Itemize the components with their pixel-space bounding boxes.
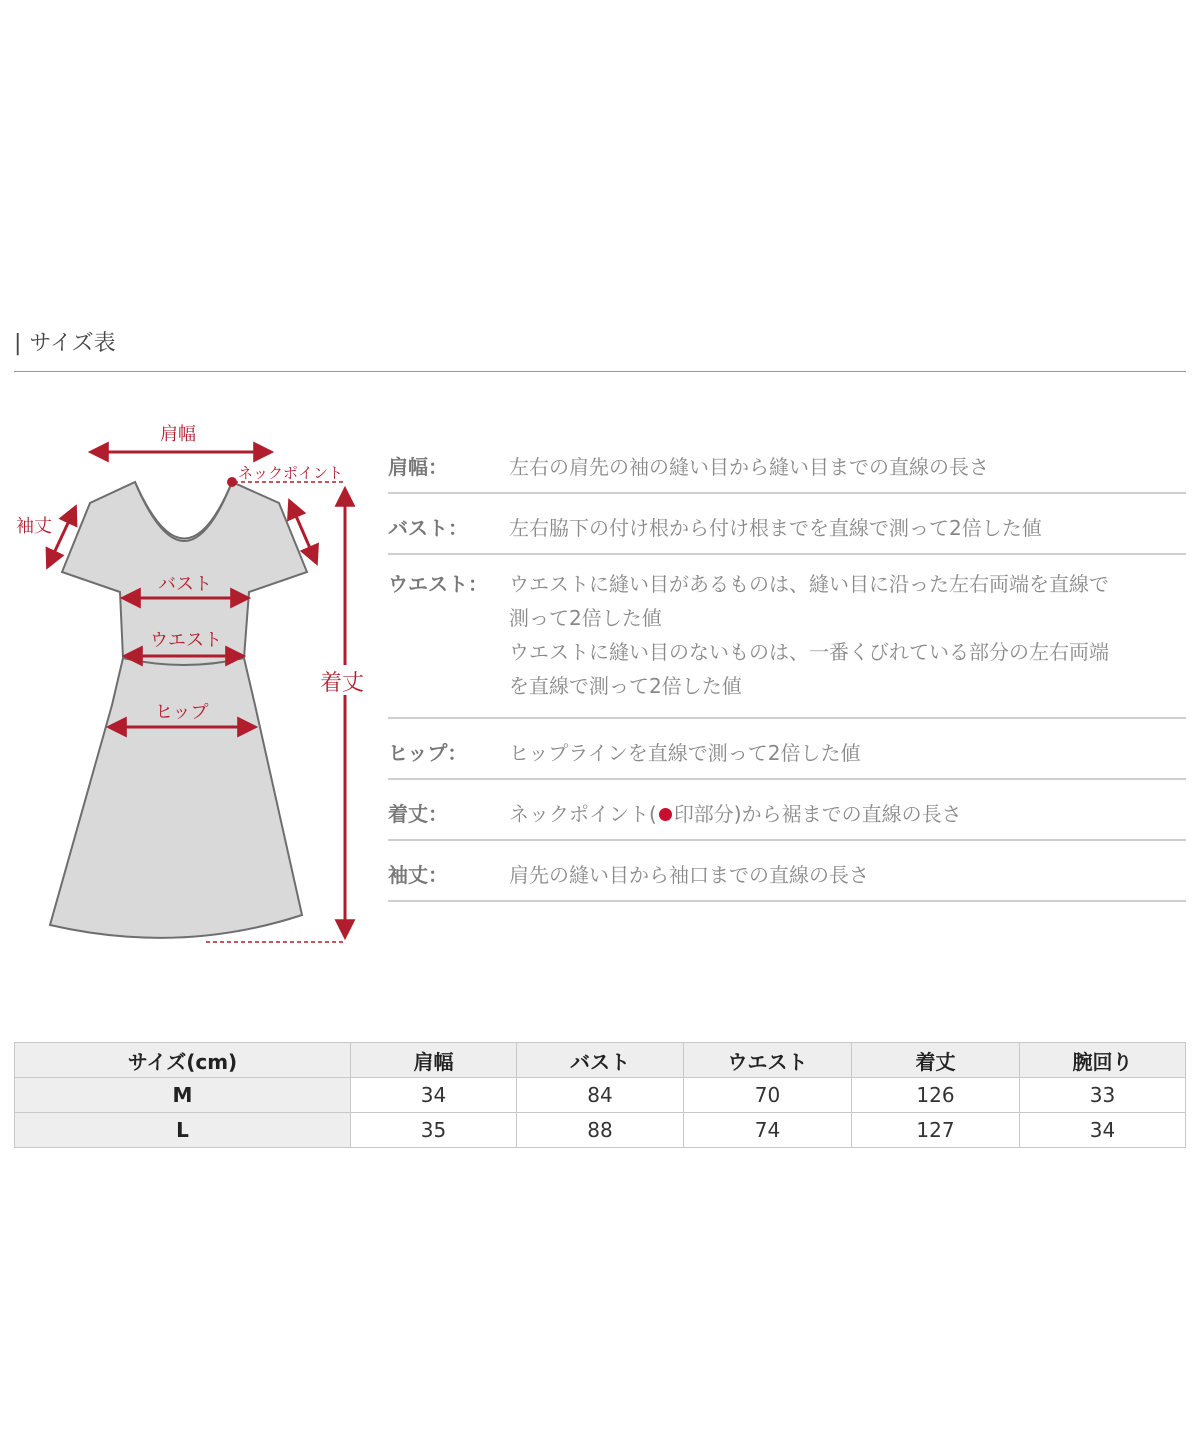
table-cell: 35 <box>351 1113 517 1148</box>
definition-term: ヒップ： <box>388 741 468 765</box>
length-label: 着丈 <box>320 671 365 696</box>
red-dot-icon <box>659 808 672 821</box>
neck-point-label: ネックポイント <box>238 464 344 482</box>
definition-desc: 左右脇下の付け根から付け根までを直線で測って2倍した値 <box>509 516 1042 540</box>
definition-term: 肩幅： <box>388 455 448 479</box>
hip-label: ヒップ <box>155 702 209 723</box>
definition-line: ウエストに縫い目があるものは、縫い目に沿った左右両端を直線で <box>509 572 1109 596</box>
header-cell: サイズ(cm) <box>15 1043 351 1078</box>
definition-text: 印部分)から裾までの直線の長さ <box>673 802 962 826</box>
definition-term: バスト： <box>388 516 468 540</box>
table-cell: 33 <box>1020 1078 1186 1113</box>
definition-text: ネックポイント( <box>509 802 657 826</box>
table-cell: 88 <box>517 1113 684 1148</box>
definition-desc: ヒップラインを直線で測って2倍した値 <box>509 741 861 765</box>
header-cell: バスト <box>517 1043 684 1078</box>
definition-line: を直線で測って2倍した値 <box>509 674 742 698</box>
definition-term: 袖丈： <box>388 863 448 887</box>
title-bar: | <box>14 331 22 356</box>
definition-length <box>388 780 1186 841</box>
table-row <box>15 1078 1186 1113</box>
shoulder-label: 肩幅 <box>160 424 196 445</box>
definition-desc: 左右の肩先の袖の縫い目から縫い目までの直線の長さ <box>509 455 989 479</box>
definition-line: 測って2倍した値 <box>509 606 662 630</box>
bust-label: バスト <box>158 574 212 595</box>
definition-term: 着丈： <box>388 802 448 826</box>
definition-sleeve <box>388 841 1186 902</box>
sleeve-label: 袖丈 <box>16 516 52 537</box>
definition-hip <box>388 719 1186 780</box>
definition-shoulder <box>388 432 1186 494</box>
definition-desc <box>509 567 1186 717</box>
header-cell: ウエスト <box>684 1043 852 1078</box>
table-row <box>15 1113 1186 1148</box>
size-label-cell: L <box>15 1113 351 1148</box>
table-cell: 127 <box>852 1113 1020 1148</box>
definitions-list <box>388 432 1186 902</box>
table-cell: 34 <box>1020 1113 1186 1148</box>
title-text: サイズ表 <box>29 331 116 356</box>
header-cell: 腕回り <box>1020 1043 1186 1078</box>
definition-waist <box>388 555 1186 719</box>
section-title <box>14 326 116 357</box>
header-cell: 肩幅 <box>351 1043 517 1078</box>
definition-desc <box>509 797 1186 839</box>
definition-term: ウエスト： <box>388 572 488 596</box>
title-divider <box>14 371 1186 372</box>
dress-diagram <box>0 400 380 960</box>
table-cell: 34 <box>351 1078 517 1113</box>
table-cell: 126 <box>852 1078 1020 1113</box>
waist-label: ウエスト <box>150 630 222 651</box>
table-cell: 70 <box>684 1078 852 1113</box>
table-cell: 74 <box>684 1113 852 1148</box>
size-label-cell: M <box>15 1078 351 1113</box>
definition-desc: 肩先の縫い目から袖口までの直線の長さ <box>509 863 869 887</box>
definition-bust <box>388 494 1186 555</box>
table-header-row <box>15 1043 1186 1078</box>
definition-line: ウエストに縫い目のないものは、一番くびれている部分の左右両端 <box>509 640 1109 664</box>
size-table <box>14 1042 1186 1148</box>
header-cell: 着丈 <box>852 1043 1020 1078</box>
table-cell: 84 <box>517 1078 684 1113</box>
